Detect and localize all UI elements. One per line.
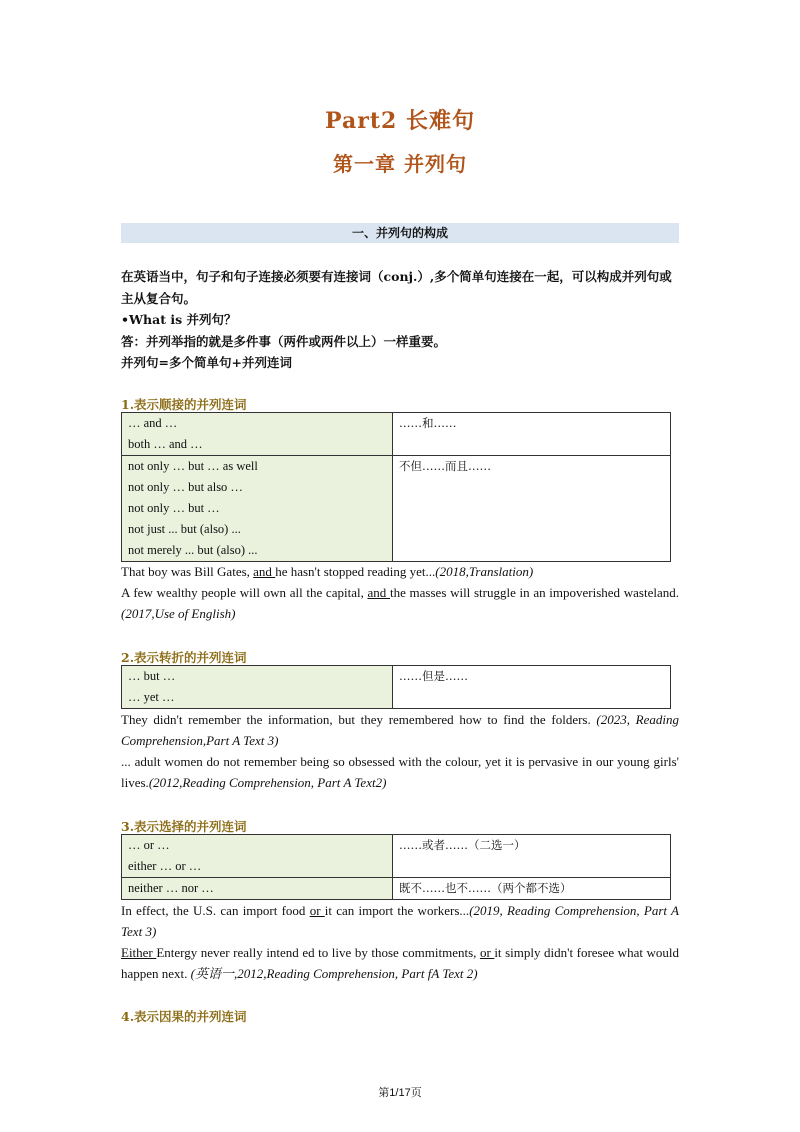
conj-item: not only … but …	[128, 501, 220, 515]
conj-item: not only … but … as well	[128, 459, 258, 473]
example-sentence	[121, 561, 679, 582]
conj-cell-en	[122, 878, 393, 900]
conj-cell-zh: 不但……而且……	[393, 456, 671, 562]
underlined-conj: and	[367, 585, 390, 600]
text: he hasn't stopped reading yet...	[275, 564, 436, 579]
conj-cell-zh: ……或者……（二选一）	[393, 835, 671, 878]
underlined-conj: or	[309, 903, 325, 918]
text: it simply didn't foresee what would happen next.	[121, 945, 679, 981]
table-row	[122, 456, 671, 562]
conj-item: … and …	[128, 416, 178, 430]
table-row	[122, 413, 671, 456]
text: ... adult women do not remember being so obsessed with the colour, yet it is pervasive in our young girls' lives.	[121, 754, 679, 790]
source-citation: (2018,Translation)	[435, 564, 534, 579]
conj-table-1	[121, 412, 671, 562]
source-citation: (2012,Reading Comprehension, Part A Text2)	[148, 775, 387, 790]
text: it can import the workers...	[324, 903, 470, 918]
text: the masses will struggle in an impoverished wasteland.	[389, 585, 679, 600]
example-sentence	[121, 582, 679, 624]
text: A few wealthy people will own all the capital,	[121, 585, 368, 600]
conj-item: both … and …	[128, 437, 203, 451]
conj-item: … but …	[128, 669, 176, 683]
intro-paragraph	[121, 266, 681, 374]
source-citation: (2019, Reading Comprehension, Part A Text 3)	[121, 903, 679, 939]
example-sentence	[121, 942, 679, 984]
underlined-conj: or	[479, 945, 495, 960]
source-citation: (2023, Reading Comprehension,Part A Text 3)	[121, 712, 680, 748]
example-sentence	[121, 751, 679, 793]
conj-item: not merely ... but (also) ...	[128, 543, 258, 557]
underlined-conj: and	[253, 564, 276, 579]
intro-line: 并列句=多个简单句+并列连词	[121, 355, 292, 370]
section-3-heading: 3.表示选择的并列连词	[121, 819, 247, 834]
conj-cell-zh: ……但是……	[393, 666, 671, 709]
chapter-title: 第一章 并列句	[333, 152, 467, 176]
text: That boy was Bill Gates,	[121, 564, 254, 579]
conj-cell-zh: ……和……	[393, 413, 671, 456]
conj-cell-en	[122, 456, 393, 562]
conj-item: not just ... but (also) ...	[128, 522, 241, 536]
conj-cell-zh: 既不……也不……（两个都不选）	[393, 878, 671, 900]
conj-cell-en	[122, 413, 393, 456]
source-citation: (英语一,2012,Reading Comprehension, Part fA Text 2)	[190, 966, 478, 981]
examples-2	[121, 709, 679, 793]
table-row	[122, 878, 671, 900]
example-sentence	[121, 709, 679, 751]
conj-cell-en	[122, 666, 393, 709]
part-title: Part2 长难句	[325, 108, 475, 134]
source-citation: (2017,Use of English)	[121, 606, 236, 621]
example-sentence	[121, 900, 679, 942]
intro-line: •What is 并列句？	[121, 312, 237, 327]
conj-item: not only … but also …	[128, 480, 243, 494]
table-row	[122, 835, 671, 878]
conj-table-3	[121, 834, 671, 900]
text: Entergy never really intend ed to live by those commitments,	[156, 945, 480, 960]
section-4-heading: 4.表示因果的并列连词	[121, 1009, 247, 1024]
conj-cell-en	[122, 835, 393, 878]
section-2-heading: 2.表示转折的并列连词	[121, 650, 247, 665]
underlined-conj: Either	[121, 945, 157, 960]
section-heading: 一、并列句的构成	[121, 223, 679, 243]
intro-line: 答：并列举指的就是多件事（两件或两件以上）一样重要。	[121, 333, 447, 349]
intro-line: 在英语当中，句子和句子连接必须要有连接词（conj.）,多个简单句连接在一起，可以构成并列句或主从复合句。	[121, 269, 672, 306]
table-row	[122, 666, 671, 709]
section-1-heading: 1.表示顺接的并列连词	[121, 397, 247, 412]
examples-1	[121, 561, 679, 624]
conj-item: … yet …	[128, 690, 175, 704]
page-number: 第1/17页	[378, 1087, 422, 1099]
conj-item: … or …	[128, 838, 170, 852]
text: In effect, the U.S. can import food	[121, 903, 310, 918]
conj-item: neither … nor …	[128, 881, 214, 895]
conj-table-2	[121, 665, 671, 709]
examples-3	[121, 900, 679, 984]
conj-item: either … or …	[128, 859, 202, 873]
text: They didn't remember the information, but they remembered how to find the folders.	[121, 712, 597, 727]
